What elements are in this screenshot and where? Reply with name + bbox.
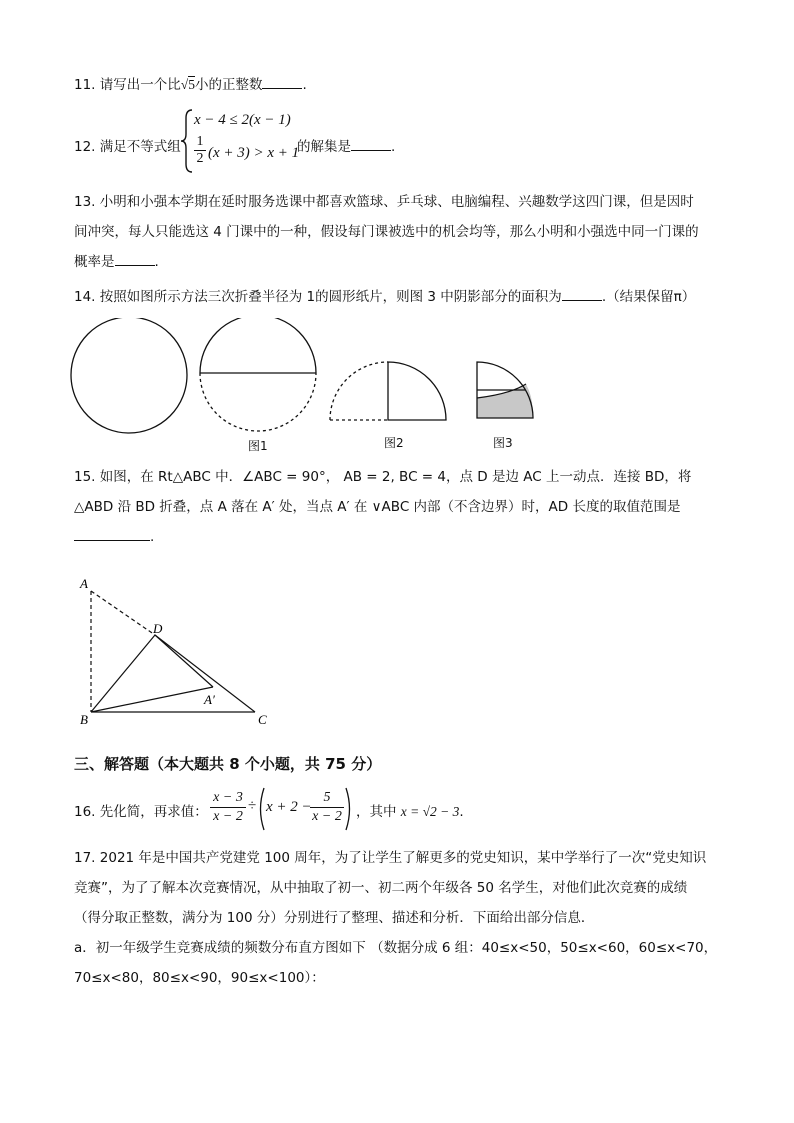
- question-15: [74, 462, 734, 552]
- question-end: .: [391, 139, 396, 155]
- figure-1-circle: [71, 318, 187, 433]
- question-17: [74, 843, 734, 993]
- question-line: 15. 如图，在 Rt△ABC 中．∠ABC = 90°， AB = 2, BC = 4，点 D 是边 AC 上一动点．连接 BD，将: [74, 469, 692, 485]
- sqrt-symbol: √5: [180, 77, 195, 92]
- shaded-region: [477, 384, 533, 418]
- question-line: 70≤x<80，80≤x<90，90≤x<100）：: [74, 970, 325, 986]
- inequality-1: x − 4 ≤ 2(x − 1): [194, 112, 291, 128]
- triangle-figure: [70, 570, 290, 730]
- fraction-denominator: 2: [196, 151, 204, 166]
- question-number: 11.: [74, 77, 96, 93]
- question-line: [74, 247, 734, 277]
- answer-blank[interactable]: [562, 288, 602, 301]
- figure-3-quarter: [388, 362, 446, 420]
- question-end: .: [150, 529, 155, 545]
- fraction-numerator: 1: [196, 134, 204, 149]
- question-line: △ABD 沿 BD 折叠，点 A 落在 A′ 处，当点 A′ 在 ∨ABC 内部（不含边界）时，AD 长度的取值范围是: [74, 499, 681, 515]
- point-label-A: A: [80, 576, 88, 591]
- question-text: 的解集是: [297, 139, 351, 155]
- fraction-1: [210, 789, 246, 826]
- inequality-2: (x + 3) > x + 1: [208, 145, 300, 161]
- figure-1-label: 图1: [248, 439, 268, 453]
- question-12-label: [74, 135, 181, 155]
- brace-icon: [180, 108, 194, 174]
- sqrt-radicand: 5: [188, 77, 195, 92]
- question-16-tail: [356, 800, 464, 820]
- fraction-half: [194, 134, 206, 167]
- question-text: ，其中: [356, 804, 397, 820]
- figure-2-dashed-arc: [200, 373, 316, 431]
- fraction-denominator: x − 2: [312, 809, 342, 824]
- question-number: 12.: [74, 139, 96, 155]
- question-text: 概率是: [74, 254, 115, 270]
- question-end: .: [302, 77, 307, 93]
- fraction-numerator: x − 3: [213, 790, 243, 805]
- question-line: 17. 2021 年是中国共产党建党 100 周年，为了让学生了解更多的党史知识，某中学举行了一次“党史知识: [74, 850, 707, 866]
- point-label-D: D: [153, 621, 163, 636]
- question-16-text: 16. 先化简，再求值：: [74, 804, 208, 820]
- divide-sign: ÷: [248, 798, 257, 814]
- question-end: .: [154, 254, 159, 270]
- question-11: [74, 73, 307, 93]
- question-line: 间冲突，每人只能选这 4 门课中的一种，假设每门课被选中的机会均等，那么小明和小强选中同一门课的: [74, 224, 699, 240]
- question-13: [74, 187, 734, 277]
- folding-figures: [60, 318, 560, 458]
- figure-2-label: 图2: [384, 436, 404, 450]
- left-paren-icon: [256, 786, 266, 832]
- answer-blank[interactable]: [74, 528, 150, 541]
- question-text: 请写出一个比: [99, 77, 181, 93]
- question-text: 满足不等式组: [99, 139, 181, 155]
- section-title: 三、解答题（本大题共 8 个小题，共 75 分）: [74, 755, 382, 773]
- inner-expression: x + 2 −: [266, 799, 312, 815]
- question-line: [74, 522, 734, 552]
- fraction-denominator: x − 2: [213, 809, 243, 824]
- question-line: （得分取正整数，满分为 100 分）分别进行了整理、描述和分析．下面给出部分信息．: [74, 910, 595, 926]
- fraction-numerator: 5: [323, 790, 331, 805]
- fraction-2: [310, 789, 344, 826]
- point-label-C: C: [258, 712, 267, 727]
- question-end: .（结果保留π）: [601, 289, 696, 305]
- question-end: .: [459, 804, 464, 820]
- question-text: 小的正整数: [194, 77, 263, 93]
- answer-blank[interactable]: [262, 76, 302, 89]
- question-line: a．初一年级学生竞赛成绩的频数分布直方图如下 （数据分成 6 组：40≤x<50，50≤x<60，60≤x<70，: [74, 940, 718, 956]
- question-line: 竞赛”，为了了解本次竞赛情况，从中抽取了初一、初二两个年级各 50 名学生，对他们此次竞赛的成绩: [74, 880, 688, 896]
- question-14: [74, 285, 695, 305]
- figure-3-dashed-arc: [330, 362, 388, 420]
- point-label-B: B: [80, 712, 88, 727]
- figure-2-top-arc: [200, 318, 316, 373]
- answer-blank[interactable]: [351, 138, 391, 151]
- question-12-tail: [297, 135, 395, 155]
- answer-blank[interactable]: [115, 253, 155, 266]
- segment-DA1: [155, 635, 213, 687]
- x-value: x = √2 − 3: [400, 804, 460, 819]
- figure-3-label: 图3: [493, 436, 513, 450]
- question-line: 13. 小明和小强本学期在延时服务选课中都喜欢篮球、乒乓球、电脑编程、兴趣数学这四门课，但是因时: [74, 194, 694, 210]
- question-text: 14. 按照如图所示方法三次折叠半径为 1的圆形纸片，则图 3 中阴影部分的面积为: [74, 289, 562, 305]
- right-paren-icon: [344, 786, 354, 832]
- point-label-A-prime: A′: [204, 692, 215, 707]
- segment-AD: [91, 591, 155, 635]
